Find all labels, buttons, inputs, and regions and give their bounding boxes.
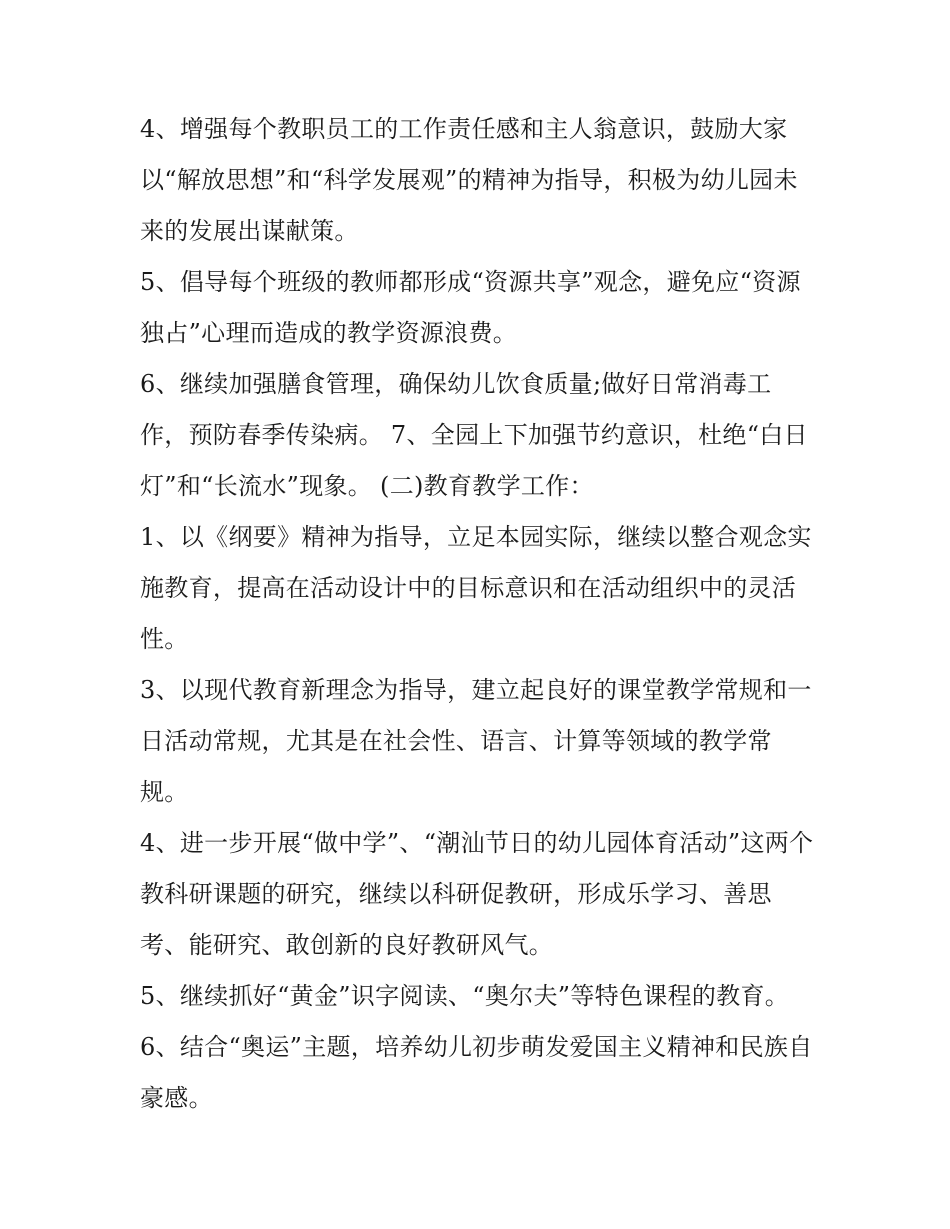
paragraph-item-6-diet-management: 6、继续加强膳食管理，确保幼儿饮食质量;做好日常消毒工作，预防春季传染病。 7、全园上下加强节约意识，杜绝“白日灯”和“长流水”现象。 (二)教育教学工作： xyxy=(140,370,808,500)
paragraph-item-6-olympics-theme: 6、结合“奥运”主题，培养幼儿初步萌发爱国主义精神和民族自豪感。 xyxy=(140,1033,813,1112)
paragraph-item-4-research-projects: 4、进一步开展“做中学”、“潮汕节日的幼儿园体育活动”这两个教科研课题的研究，继续以科研促教研，形成乐学习、善思考、能研究、敢创新的良好教研风气。 xyxy=(140,829,814,959)
paragraph-item-4-responsibility: 4、增强每个教职员工的工作责任感和主人翁意识，鼓励大家以“解放思想”和“科学发展观”的精神为指导，积极为幼儿园未来的发展出谋献策。 xyxy=(140,115,798,245)
paragraph-item-3-modern-education: 3、以现代教育新理念为指导，建立起良好的课堂教学常规和一日活动常规，尤其是在社会性、语言、计算等领域的教学常规。 xyxy=(140,676,812,806)
document-body xyxy=(140,104,820,1124)
paragraph-item-5-resource-sharing: 5、倡导每个班级的教师都形成“资源共享”观念，避免应“资源独占”心理而造成的教学资源浪费。 xyxy=(140,268,801,347)
paragraph-item-5-special-courses: 5、继续抓好“黄金”识字阅读、“奥尔夫”等特色课程的教育。 xyxy=(140,982,790,1010)
paragraph-item-1-outline-guidance: 1、以《纲要》精神为指导，立足本园实际，继续以整合观念实施教育，提高在活动设计中的目标意识和在活动组织中的灵活性。 xyxy=(140,523,812,653)
